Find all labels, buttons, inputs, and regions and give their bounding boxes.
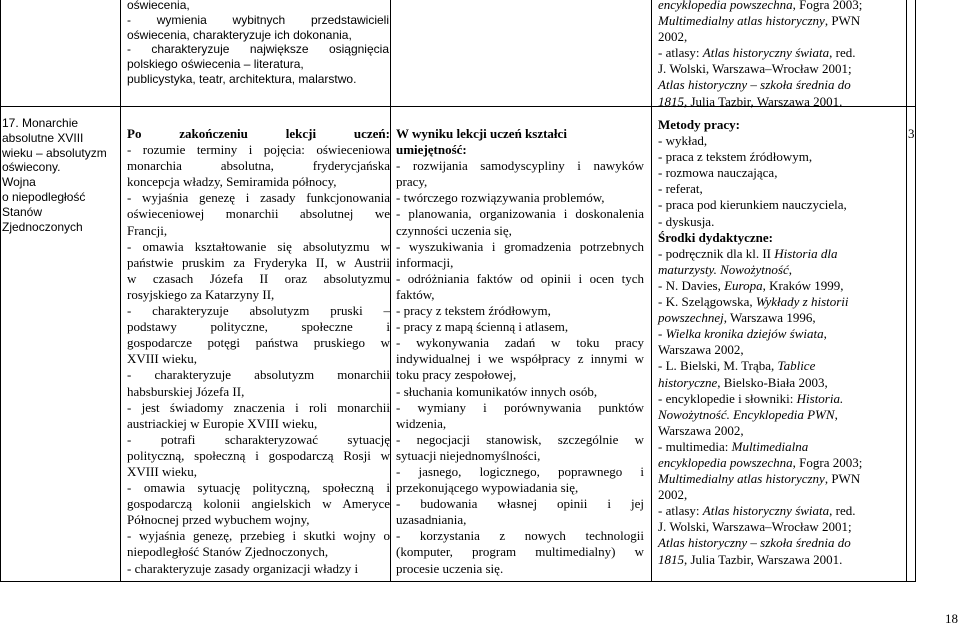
- material-line: 1815, Julia Tazbir, Warszawa 2001.: [658, 93, 843, 109]
- material-title: Historia dla: [774, 245, 838, 261]
- material-line: J. Wolski, Warszawa–Wrocław 2001;: [658, 61, 852, 77]
- column-divider-2: [390, 0, 391, 582]
- skill-line: - budowania własnej opinii i jej: [396, 496, 644, 512]
- skills-cell: [396, 126, 644, 577]
- skill-line: pracy,: [396, 174, 428, 190]
- skills-heading-line-1: W wyniku lekcji uczeń kształci: [396, 126, 567, 141]
- skill-line: widzenia,: [396, 415, 447, 431]
- material-line: [658, 375, 903, 391]
- skill-line: toku pracy zespołowej,: [396, 367, 517, 383]
- material-text: Warszawa 2002,: [658, 342, 744, 358]
- outcome-line: - wyjaśnia genezę, przebieg i skutki wojny o: [127, 528, 390, 544]
- material-line: Multimedialny atlas historyczny, PWN: [658, 13, 861, 29]
- outcome-line: niepodległość Stanów Zjednoczonych,: [127, 544, 329, 560]
- methods-heading: Metody pracy:: [658, 117, 740, 132]
- skill-line: uzasadniania,: [396, 512, 467, 528]
- material-line: [658, 439, 903, 455]
- hours-value: 3: [908, 126, 915, 141]
- materials-list: [658, 246, 903, 568]
- topic-line: wieku – absolutyzm: [2, 145, 107, 160]
- material-text: , Bielsko-Biała 2003,: [717, 374, 828, 390]
- skill-line: - planowania, organizowania i doskonalenia: [396, 206, 644, 222]
- method-item: - praca pod kierunkiem nauczyciela,: [658, 197, 847, 213]
- skill-line: procesie uczenia się.: [396, 560, 504, 576]
- outcome-line: - potrafi scharakteryzować sytuację: [127, 431, 390, 447]
- text-line: - wymienia wybitnych przedstawicieli: [127, 12, 389, 27]
- material-text: -: [658, 326, 666, 342]
- material-line: [658, 487, 903, 503]
- text-line: oświecenia,: [127, 0, 190, 12]
- material-title: Nowożytność. Encyklopedia PWN: [658, 406, 835, 422]
- skill-line: - słuchania komunikatów innych osób,: [396, 383, 598, 399]
- material-text: ,: [834, 406, 838, 422]
- outcome-line: koncepcja władzy, Semiramida północy,: [127, 174, 337, 190]
- material-title: powszechnej: [658, 310, 724, 326]
- skill-line: czynności uczenia się,: [396, 222, 512, 238]
- material-title: Tablice: [777, 358, 816, 374]
- table-border-right: [915, 0, 916, 582]
- hours-cell: [908, 126, 958, 142]
- topic-line: 17. Monarchie: [2, 116, 79, 130]
- method-item: - rozmowa nauczająca,: [658, 165, 778, 181]
- topic-line: Wojna: [2, 175, 36, 190]
- skill-line: - wykonywania zadań w toku pracy: [396, 335, 644, 351]
- methods-materials-cell: [658, 117, 903, 568]
- material-line: [658, 358, 903, 374]
- material-line: [658, 310, 903, 326]
- material-line: [658, 246, 903, 262]
- skill-line: - korzystania z nowych technologii: [396, 528, 644, 544]
- material-text: , PWN: [824, 471, 861, 487]
- outcome-line: państwie pruskim za Fryderyka II, w Austrii: [127, 254, 390, 270]
- material-line: [658, 391, 903, 407]
- outcome-line: - omawia sytuację polityczną, społeczną i: [127, 480, 390, 496]
- material-text: , Warszawa 1996,: [723, 310, 816, 326]
- material-line: [658, 407, 903, 423]
- material-line: [658, 294, 903, 310]
- material-line: [658, 503, 903, 519]
- material-line: [658, 519, 903, 535]
- materials-heading: Środki dydaktyczne:: [658, 229, 773, 245]
- skills-heading-line-2: umiejętność:: [396, 142, 467, 158]
- material-text: , red.: [829, 503, 856, 519]
- material-text: ,: [788, 261, 792, 277]
- material-text: , Fogra 2003;: [792, 454, 863, 470]
- row1-materials-cell: [658, 0, 903, 110]
- skill-line: - jasnego, logicznego, poprawnego i: [396, 463, 644, 479]
- outcome-line: - rozumie terminy i pojęcia: oświeceniowa: [127, 142, 390, 158]
- material-text: Warszawa 2002,: [658, 422, 744, 438]
- material-title: Multimedialna: [731, 438, 809, 454]
- material-line: [658, 262, 903, 278]
- skill-line: indywidualnej i we współpracy z innymi w: [396, 351, 644, 367]
- outcome-line: austriackiej w Europie XVIII wieku,: [127, 415, 318, 431]
- column-divider-4: [906, 0, 907, 582]
- material-text: - N. Davies,: [658, 277, 725, 293]
- material-title: Atlas historyczny świata: [702, 503, 830, 519]
- outcome-line: - jest świadomy znaczenia i roli monarchii: [127, 399, 390, 415]
- material-title: historyczne: [658, 374, 718, 390]
- outcome-line: - charakteryzuje zasady organizacji władzy i: [127, 560, 359, 576]
- material-line: [658, 455, 903, 471]
- skill-line: przekonującego wypowiadania się,: [396, 480, 579, 496]
- skill-line: - pracy z mapą ścienną i atlasem,: [396, 319, 569, 335]
- outcome-line: XVIII wieku,: [127, 463, 198, 479]
- method-item: - referat,: [658, 181, 703, 197]
- material-text: - multimedia:: [658, 438, 732, 454]
- outcome-line: - omawia kształtowanie się absolutyzmu w: [127, 238, 390, 254]
- skill-line: - wyszukiwania i gromadzenia potrzebnych: [396, 238, 644, 254]
- topic-line: Zjednoczonych: [2, 219, 83, 234]
- material-title: Multimedialny atlas historyczny: [658, 471, 825, 487]
- material-line: 2002,: [658, 29, 688, 45]
- material-line: Atlas historyczny – szkoła średnia do: [658, 77, 851, 93]
- skill-line: - pracy z tekstem źródłowym,: [396, 303, 551, 319]
- topic-line: absolutne XVIII: [2, 130, 84, 145]
- outcome-line: Północnej przed wybuchem wojny,: [127, 512, 310, 528]
- material-line: [658, 535, 903, 551]
- material-line: [658, 278, 903, 294]
- text-line: oświecenia, charakteryzuje ich dokonania,: [127, 27, 352, 42]
- material-line: [658, 326, 903, 342]
- outcome-line: w czasach Józefa II oraz absolutyzmu: [127, 270, 390, 286]
- table-border-left: [0, 0, 1, 582]
- method-item: - dyskusja.: [658, 213, 715, 229]
- skill-line: - rozwijania samodyscypliny i nawyków: [396, 158, 644, 174]
- method-item: - wykład,: [658, 133, 708, 149]
- material-line: - atlasy: Atlas historyczny świata, red.: [658, 45, 856, 61]
- material-text: - podręcznik dla kl. II: [658, 245, 775, 261]
- material-title: Historia.: [796, 390, 844, 406]
- learning-outcomes-cell: [127, 126, 390, 577]
- outcome-line: - charakteryzuje absolutyzm pruski –: [127, 303, 390, 319]
- material-title: 1815: [658, 551, 684, 567]
- outcome-line: rosyjskiego za Katarzyny II,: [127, 286, 275, 302]
- page-number: 18: [945, 611, 958, 626]
- material-title: encyklopedia powszechna: [658, 454, 793, 470]
- outcome-line: Francji,: [127, 222, 168, 238]
- topic-line: Stanów: [2, 204, 43, 219]
- text-line: publicystyka, teatr, architektura, malarstwo.: [127, 71, 357, 86]
- outcome-line: podstawy polityczne, społeczne i: [127, 319, 390, 335]
- outcome-line: gospodarcze potęgi państwa pruskiego w: [127, 335, 390, 351]
- skill-line: - negocjacji stanowisk, szczególnie w: [396, 431, 644, 447]
- outcome-line: - wyjaśnia genezę i zasady funkcjonowania: [127, 190, 390, 206]
- outcome-line: gospodarczą kolonii angielskich w Ameryce: [127, 496, 390, 512]
- skill-line: informacji,: [396, 254, 454, 270]
- topic-cell: [2, 116, 114, 234]
- material-text: - K. Szelągowska,: [658, 294, 756, 310]
- material-title: Europa: [724, 277, 763, 293]
- learning-outcomes-heading: Po zakończeniu lekcji uczeń:: [127, 126, 390, 141]
- outcome-line: monarchia absolutna, fryderycjańska: [127, 158, 390, 174]
- skill-line: (komputer, program multimedialny) w: [396, 544, 644, 560]
- text-line: polskiego oświecenia – literatura,: [127, 57, 304, 72]
- topic-line: o niepodległość: [2, 189, 86, 204]
- material-text: - encyklopedie i słowniki:: [658, 390, 797, 406]
- outcome-line: - charakteryzuje absolutyzm monarchii: [127, 367, 390, 383]
- material-text: , Kraków 1999,: [762, 277, 844, 293]
- material-line: [658, 342, 903, 358]
- material-text: ,: [823, 326, 827, 342]
- material-text: , Julia Tazbir, Warszawa 2001.: [684, 551, 843, 567]
- skill-line: faktów,: [396, 286, 435, 302]
- skill-line: - odróżniania faktów od opinii i ocen tych: [396, 270, 644, 286]
- skill-line: - wymiany i porównywania punktów: [396, 399, 644, 415]
- material-title: maturzysty. Nowożytność: [658, 261, 789, 277]
- outcome-line: habsburskiej Józefa II,: [127, 383, 245, 399]
- material-text: - L. Bielski, M. Trąba,: [658, 358, 778, 374]
- column-divider-3: [651, 0, 652, 582]
- outcome-line: XVIII wieku,: [127, 351, 198, 367]
- material-text: 2002,: [658, 487, 688, 503]
- method-item: - praca z tekstem źródłowym,: [658, 149, 813, 165]
- material-title: Wielka kronika dziejów świata: [665, 326, 824, 342]
- table-border-bottom: [0, 581, 916, 582]
- column-divider-1: [120, 0, 121, 582]
- material-text: J. Wolski, Warszawa–Wrocław 2001;: [658, 519, 852, 535]
- material-line: encyklopedia powszechna, Fogra 2003;: [658, 0, 863, 12]
- material-title: Atlas historyczny – szkoła średnia do: [658, 535, 851, 551]
- text-line: - charakteryzuje największe osiągnięcia: [127, 42, 389, 57]
- material-line: [658, 552, 903, 568]
- outcome-line: polityczną, społeczną i gospodarczą Rosji w: [127, 447, 390, 463]
- methods-list: [658, 133, 903, 230]
- row1-content-cell: [127, 0, 389, 87]
- material-text: - atlasy:: [658, 503, 703, 519]
- skill-line: sytuacji niejednomyślności,: [396, 447, 541, 463]
- material-line: [658, 423, 903, 439]
- outcome-line: oświeceniowej monarchii absolutnej we: [127, 206, 390, 222]
- skill-line: - twórczego rozwiązywania problemów,: [396, 190, 605, 206]
- topic-line: oświecony.: [2, 160, 61, 175]
- material-line: [658, 471, 903, 487]
- material-title: Wykłady z historii: [755, 294, 849, 310]
